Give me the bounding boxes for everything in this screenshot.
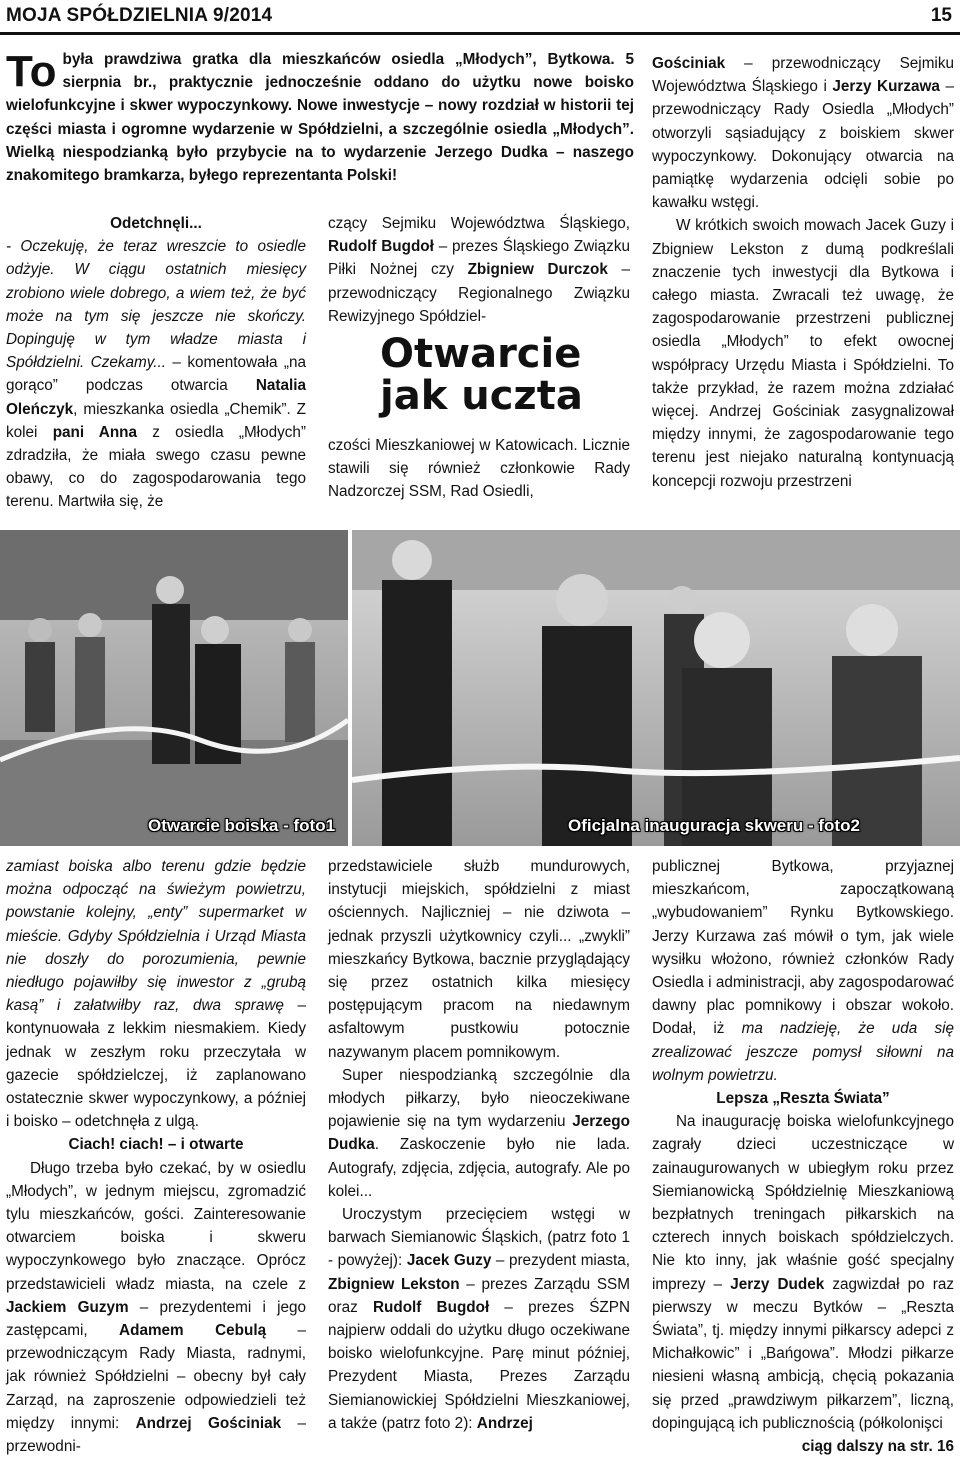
italic-text: ma nadzieję, że uda się zrealizować jeszcze pomysł siłowni na wolnym powietrzu. [652,1020,955,1084]
top-column-2-upper [328,212,630,328]
person-name: Gościniak [652,55,726,72]
person-name: Zbigniew Lekston [328,1275,460,1293]
person-name: Andrzej Gościniak [135,1414,282,1432]
text-run: – prezes ŚZPN najpierw oddali do użytku długo oczekiwane boisko wielofunkcyjne. Parę minut później, Prezydent Miasta, Prezes Zarządu Siemianowickiej Spółdzielni Mieszkaniowej, a także (patrz foto 2): [328,1298,630,1432]
photo-ribbon-cutting-2 [352,530,960,846]
text-run: . Zaskoczenie było nie lada. Autografy, zdjęcia, zdjęcia, autografy. Ale po kolei... [328,1136,630,1200]
paragraph [6,1157,306,1459]
text-run: – przewodniczący Regionalnego Związku Rewizyjnego Spółdziel- [328,261,630,325]
section-title: MOJA SPÓŁDZIELNIA 9/2014 [6,5,273,26]
top-column-3 [652,52,954,493]
paragraph [652,52,954,214]
photo-illustration [0,530,348,846]
text-run: Na inaugurację boiska wielofunkcyjnego zagrały dzieci uczestniczące w zainaugurowanych w ubiegłym roku przez Siemianowicką Spółdzielnię Mieszkaniową bezpłatnych treningach piłkarskich na czterech innych boiskach spółdzielczych. Nie kto inny, jak właśnie gość specjalny imprezy – [652,1113,954,1293]
person-name: Andrzej [476,1414,533,1432]
text-run: – przewodniczącym Rady Miasta, radnymi, jak również Spółdzielni – obecny był cały Zarząd, na zaproszenie odpowiedzieli też między innymi: [6,1322,307,1432]
person-name: Rudolf Bugdoł [372,1298,490,1316]
person-name: Rudolf Bugdoł [328,238,434,256]
photo-illustration [352,530,960,846]
page-header [0,0,960,35]
text-run: – przewodniczący Sejmiku Województwa Śląskiego i [652,55,954,96]
person-name: Jackiem Guzym [6,1298,129,1316]
text-run: z osiedla „Młodych” zdradziła, że miała swego czasu pewne obawy, co do zagospodarowania tego terenu. Martwiła się, że [6,423,306,511]
person-name: Jerzy Dudek [730,1275,825,1293]
bottom-column-2 [328,855,630,1435]
text-run: publicznej Bytkowa, przyjaznej mieszkańcom, zapoczątkowaną „wybudowaniem” Rynku Bytkowskiego. Jerzy Kurzawa zaś mówił o tym, jak wiele wysiłku włożono, również członków Rady Osiedla i administracji, aby zagospodarować dawny plac pomnikowy i obszar wokoło. Dodał, iż [652,858,954,1038]
paragraph [652,855,954,1087]
photo-ribbon-cutting-1 [0,530,348,846]
text-run: czący Sejmiku Województwa Śląskiego, [328,215,630,232]
text-run: , mieszkanka osiedla „Chemik”. Z kolei [6,400,306,441]
text-run: – prezydent miasta, [491,1252,630,1270]
photo1-caption: Otwarcie boiska - foto1 [148,816,336,835]
bottom-column-1 [6,855,306,1458]
text-run: – przewodni- [6,1414,307,1456]
italic-text: zamiast boiska albo terenu gdzie będzie można odpocząć na świeżym powietrzu, powstanie kolejny, „enty” supermarket w mieście. Gdyby Spółdzielnia i Urząd Miasta nie doszły do porozumienia, pewnie niedługo pojawiłby się inwestor z „grubą kasą” i załatwiłby raz, dwa sprawę [6,858,306,1015]
article-headline [380,333,620,417]
subheading-lepsza-reszta: Lepsza „Reszta Świata” [716,1090,890,1108]
paragraph [6,235,306,513]
paragraph: W krótkich swoich mowach Jacek Guzy i Zbigniew Lekston z dumą podkreślali znaczenie tych inwestycji dla Bytkowa i całego miasta. Zwracali też uwagę, że zagospodarowanie przestrzeni publicznej osiedla „Młodych” to efekt owocnej współpracy Urzędu Miasta i Spółdzielni. To także przykład, że razem można zdziałać więcej. Andrzej Gościniak zasygnalizował między innymi, że zagospodarowanie tego terenu jest niejako naturalną kontynuacją koncepcji rozwoju przestrzeni [652,217,954,490]
top-column-1 [6,212,306,514]
paragraph: przedstawiciele służb mundurowych, instytucji miejskich, spółdzielni z miast ościennych. Najliczniej – nie dziwota – jednak przyszli użytkownicy czyli... „zwykli” mieszkańcy Bytkowa, bacznie przyglądający się przez ostatnich kilka miesięcy postępującym pracom na niedawnym asfaltowym pustkowiu potocznie nazywanym placem pomnikowym. [328,858,630,1061]
text-run: Super niespodzianką szczególnie dla młodych piłkarzy, było nieoczekiwane pojawienie się na tym wydarzeniu [328,1066,630,1131]
text-run: – prezes Zarządu SSM oraz [328,1275,630,1316]
text-run: Uroczystym przecięciem wstęgi w barwach Siemianowic Śląskich, (patrz foto 1 - powyżej): [328,1206,630,1270]
text-run: – prezydentemi i jego zastępcami, [6,1298,307,1340]
lead-paragraph [6,48,634,187]
text-run: – kontynuowała z lekkim niesmakiem. Kiedy jednak w zeszłym roku przeczytała w gazecie spółdzielczej, iż zaplanowano ostatecznie skwer wypoczynkowy, a później i boisko – odetchnęła z ulgą. [6,997,306,1131]
continued-note: ciąg dalszy na str. 16 [801,1438,954,1456]
paragraph [6,855,306,1133]
person-name: Zbigniew Durczok [467,261,608,279]
quote-text: - Oczekuję, że teraz wreszcie to osiedle odżyje. W ciągu ostatnich miesięcy zrobiono wiele dobrego, a wiem też, że być może na tym się jeszcze nie skończy. Dopinguję w tym władze miasta i Spółdzielni. Czekamy... [6,238,306,372]
paragraph: czości Mieszkaniowej w Katowicach. Licznie stawili się również członkowie Rady Nadzorczej SSM, Rad Osiedli, [328,437,630,501]
lead-text: była prawdziwa gratka dla mieszkańców osiedla „Młodych”, Bytkowa. 5 sierpnia br., praktycznie jednocześnie oddano do użytku nowe boisko wielofunkcyjne i skwer wypoczynkowy. Nowe inwestycje – nowy rozdział w historii tej części miasta i ogromne wydarzenie w Spółdzielni, a szczególnie osiedla „Młodych”. Wielką niespodzianką było przybycie na to wydarzenie Jerzego Dudka – naszego znakomitego bramkarza, byłego reprezentanta Polski! [6,51,634,185]
paragraph [652,1110,954,1435]
top-column-2-lower [328,434,630,504]
person-name: Jerzego Dudka [328,1113,630,1154]
text-run: – przewodniczący Rady Osiedla „Młodych” otworzyli sąsiadujący z boiskiem skwer wypoczynkowy. Dokonujący otwarcia na pamiątkę wydarzenia odcięli sobie po kawałku wstęgi. [652,78,954,212]
text-run: zagwizdał po raz pierwszy w meczu Bytków – „Reszta Świata”, tj. między innymi piłkarscy adepci z Michałkowic” i „Bańgowa”. Młodzi piłkarze niesieni własną ambicją, chęcią pokazania się przed „prawdziwym piłkarzem”, liczną, dopingującą ich publicznością (półkolonişci [652,1275,954,1432]
person-name: Natalia Oleńczyk [6,377,306,418]
person-name: pani Anna [52,423,138,441]
subheading-ciach: Ciach! ciach! – i otwarte [68,1136,244,1154]
text-run: – komentowała „na gorąco” podczas otwarcia [6,354,306,395]
person-name: Jacek Guzy [406,1252,492,1270]
text-run: Długo trzeba było czekać, by w osiedlu „Młodych”, w jednym miejscu, zgromadzić tylu mieszkańców, gości. Zainteresowanie otwarciem boiska i skweru wypoczynkowego było znaczące. Oprócz przedstawicieli władz miasta, na czele z [6,1159,306,1293]
paragraph [328,1064,630,1203]
person-name: Jerzy Kurzawa [832,78,940,96]
person-name: Adamem Cebulą [119,1322,267,1340]
headline-line-1: Otwarcie [380,331,582,377]
paragraph [328,212,630,328]
headline-line-2: jak uczta [380,373,583,419]
bottom-column-3 [652,855,954,1458]
dropcap: To [6,47,57,96]
photo2-caption: Oficjalna inauguracja skweru - foto2 [568,816,860,835]
page-number: 15 [930,5,952,26]
subheading-odetchneli: Odetchnęli... [110,215,202,232]
paragraph [328,1203,630,1435]
text-run: – prezes Śląskiego Związku Piłki Nożnej czy [328,238,630,279]
